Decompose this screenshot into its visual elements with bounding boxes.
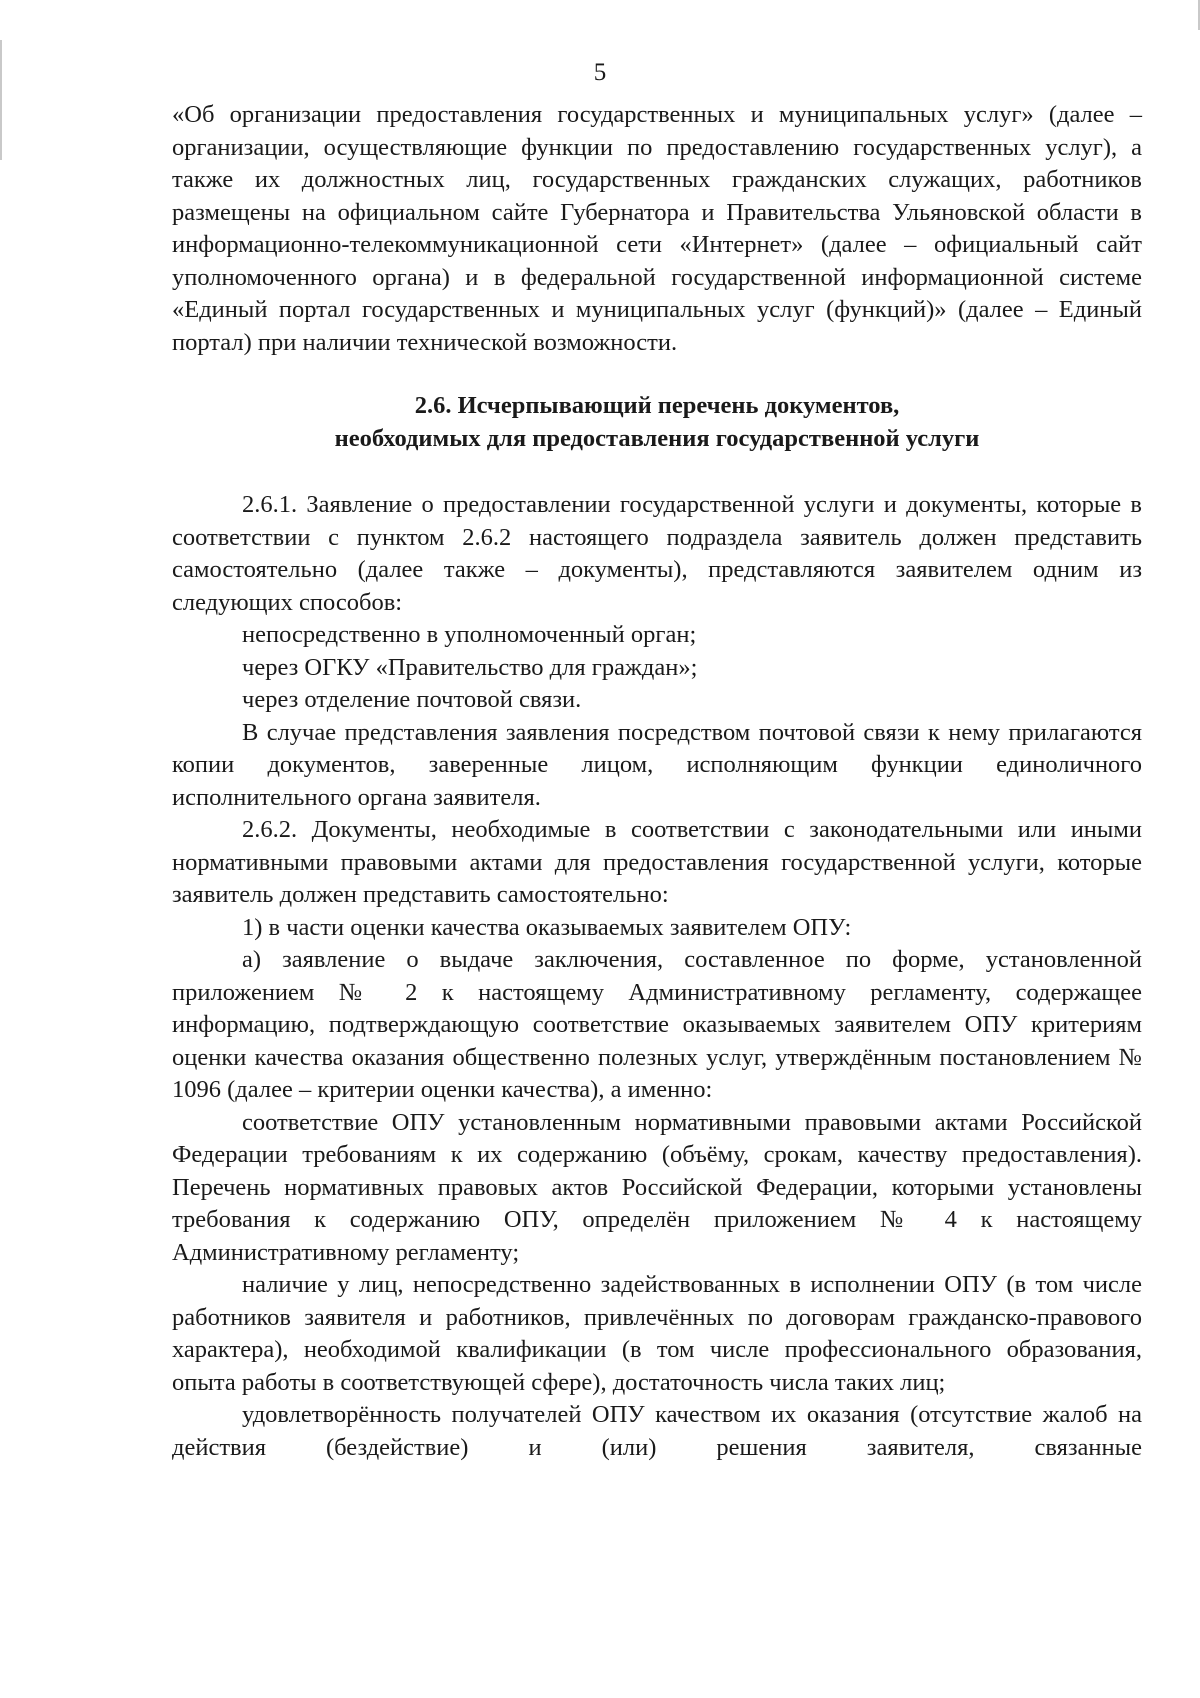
page-number: 5: [593, 59, 607, 86]
section-heading-line-1: 2.6. Исчерпывающий перечень документов,: [414, 392, 900, 419]
list-item-a: а) заявление о выдаче заключения, составленное по форме, установленной приложением № 2 к настоящему Административному регламенту, содержащее информацию, подтверждающую соответствие оказываемых заявителем ОПУ критериям оценки качества оказания общественно полезных услуг, утверждённым постановлением № 1096 (далее – критерии оценки качества), а именно:: [172, 946, 1142, 1103]
qualification-paragraph: наличие у лиц, непосредственно задействованных в исполнении ОПУ (в том числе работников заявителя и работников, привлечённых по договорам гражданско-правового характера), необходимой квалификации (в том числе профессионального образования, опыта работы в соответствующей сфере), достаточность числа таких лиц;: [172, 1271, 1142, 1396]
document-body: [172, 99, 1142, 1464]
list-item-1: 1) в части оценки качества оказываемых заявителем ОПУ:: [242, 913, 852, 941]
submission-way-1: непосредственно в уполномоченный орган;: [242, 621, 697, 648]
paragraph-2-6-2: 2.6.2. Документы, необходимые в соответствии с законодательными или иными нормативными правовыми актами для предоставления государственной услуги, которые заявитель должен представить самостоятельно:: [172, 816, 1142, 908]
satisfaction-paragraph: удовлетворённость получателей ОПУ качеством их оказания (отсутствие жалоб на действия (бездействие) и (или) решения заявителя, связанные: [172, 1401, 1142, 1461]
paragraph-2-6-1: 2.6.1. Заявление о предоставлении государственной услуги и документы, которые в соответствии с пунктом 2.6.2 настоящего подраздела заявитель должен представить самостоятельно (далее также – документы), представляются заявителем одним из следующих способов:: [172, 491, 1142, 616]
submission-way-2: через ОГКУ «Правительство для граждан»;: [242, 653, 698, 681]
submission-way-3: через отделение почтовой связи.: [242, 686, 582, 713]
postal-paragraph: В случае представления заявления посредством почтовой связи к нему прилагаются копии документов, заверенные лицом, исполняющим функции единоличного исполнительного органа заявителя.: [172, 718, 1142, 811]
compliance-paragraph: соответствие ОПУ установленным нормативными правовыми актами Российской Федерации требованиям к их содержанию (объёму, срокам, качеству предоставления). Перечень нормативных правовых актов Российской Федерации, которыми установлены требования к содержанию ОПУ, определён приложением № 4 к настоящему Административному регламенту;: [172, 1108, 1142, 1266]
intro-paragraph: «Об организации предоставления государственных и муниципальных услуг» (далее – организации, осуществляющие функции по предоставлению государственных услуг), а также их должностных лиц, государственных гражданских служащих, работников размещены на официальном сайте Губернатора и Правительства Ульяновской области в информационно-телекоммуникационной сети «Интернет» (далее – официальный сайт уполномоченного органа) и в федеральной государственной информационной системе «Единый портал государственных и муниципальных услуг (функций)» (далее – Единый портал) при наличии технической возможности.: [172, 101, 1142, 356]
section-heading-line-2: необходимых для предоставления государственной услуги: [334, 424, 980, 452]
